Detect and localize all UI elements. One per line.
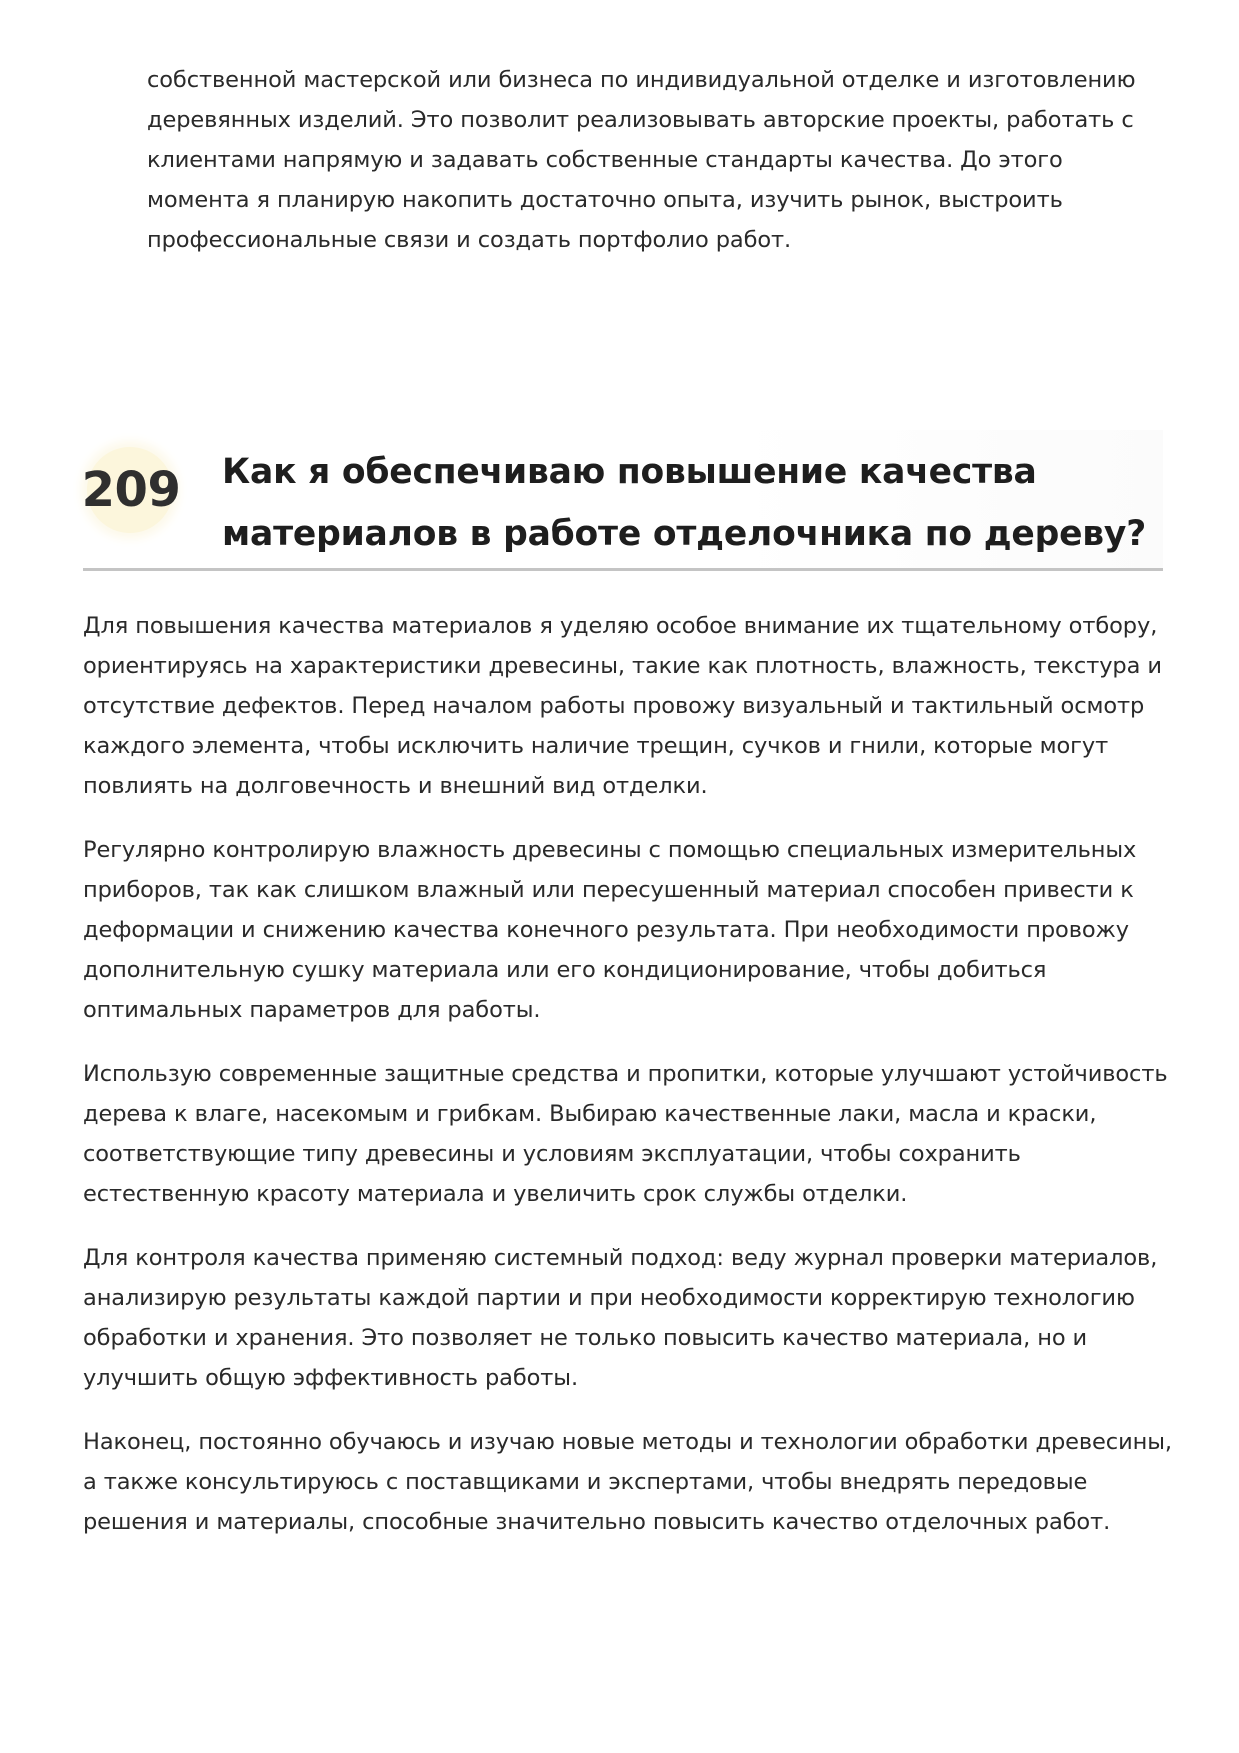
answer-paragraph: Для повышения качества материалов я уделяю особое внимание их тщательному отбору, ориентируясь на характеристики древесины, такие как плотность, влажность, текстура и отсутствие дефектов. Перед началом работы провожу визуальный и тактильный осмотр каждого элемента, чтобы исключить наличие трещин, сучков и гнили, которые могут повлиять на долговечность и внешний вид отделки. <box>83 613 1162 799</box>
question-title: Как я обеспечиваю повышение качества материалов в работе отделочника по дереву? <box>222 452 1147 554</box>
answer-paragraph: Для контроля качества применяю системный подход: веду журнал проверки материалов, анализирую результаты каждой партии и при необходимости корректирую технологию обработки и хранения. Это позволяет не только повысить качество материала, но и улучшить общую эффективность работы. <box>83 1245 1158 1391</box>
question-header <box>83 430 1163 571</box>
question-number: 209 <box>81 462 181 518</box>
answer-paragraph: Использую современные защитные средства и пропитки, которые улучшают устойчивость дерева к влаге, насекомым и грибкам. Выбираю качественные лаки, масла и краски, соответствующие типу древесины и условиям эксплуатации, чтобы сохранить естественную красоту материала и увеличить срок службы отделки. <box>83 1061 1168 1207</box>
intro-paragraph: собственной мастерской или бизнеса по индивидуальной отделке и изготовлению деревянных изделий. Это позволит реализовывать авторские проекты, работать с клиентами напрямую и задавать собственные стандарты качества. До этого момента я планирую накопить достаточно опыта, изучить рынок, выстроить профессиональные связи и создать портфолио работ. <box>147 67 1136 253</box>
answer-body <box>83 606 1173 1566</box>
answer-paragraph: Регулярно контролирую влажность древесины с помощью специальных измерительных приборов, так как слишком влажный или пересушенный материал способен привести к деформации и снижению качества конечного результата. При необходимости провожу дополнительную сушку материала или его кондиционирование, чтобы добиться оптимальных параметров для работы. <box>83 837 1137 1023</box>
answer-paragraph: Наконец, постоянно обучаюсь и изучаю новые методы и технологии обработки древесины, а также консультируюсь с поставщиками и экспертами, чтобы внедрять передовые решения и материалы, способные значительно повысить качество отделочных работ. <box>83 1429 1172 1535</box>
